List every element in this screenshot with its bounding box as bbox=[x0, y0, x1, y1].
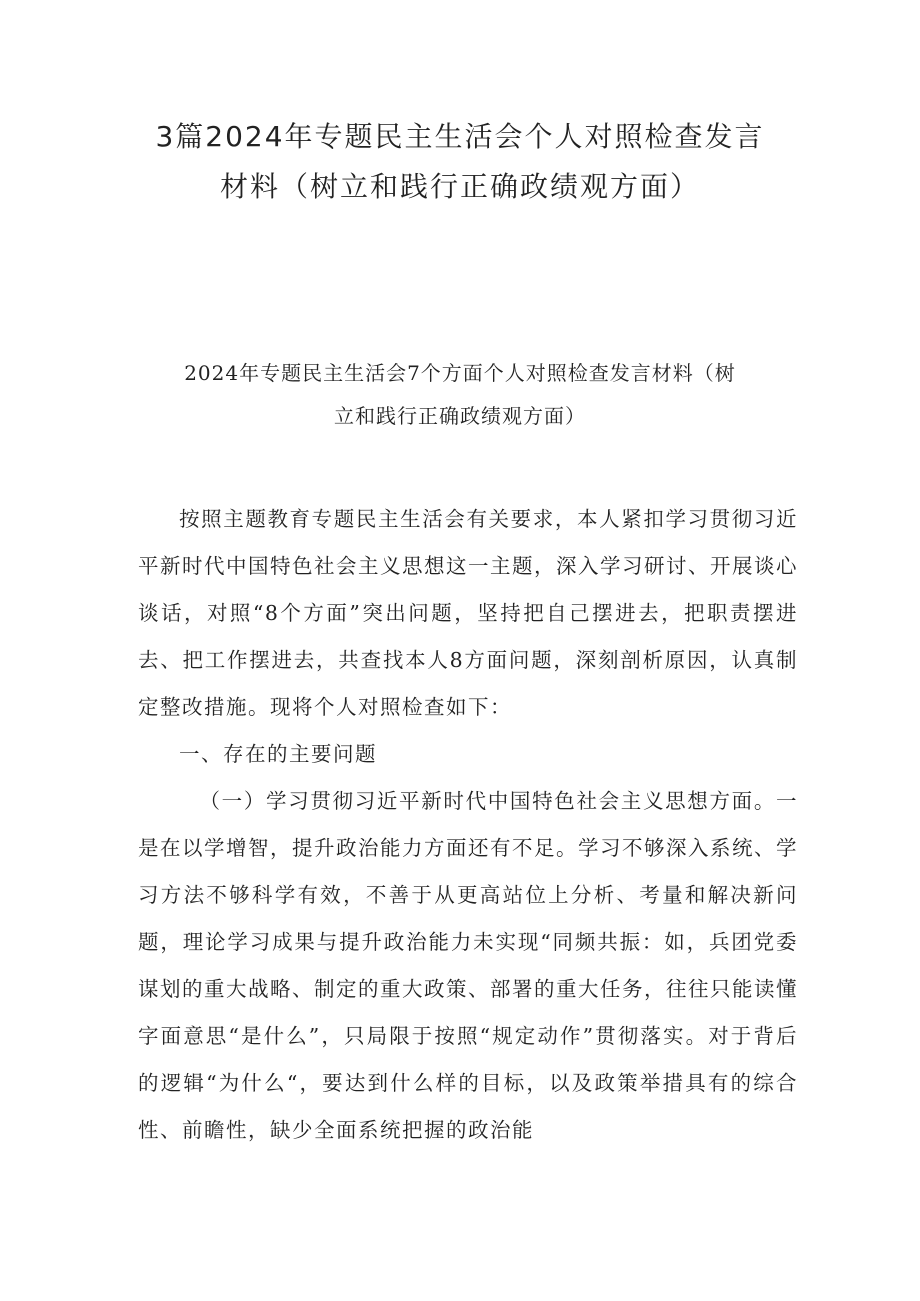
subtitle-line-2: 立和践行正确政绩观方面） bbox=[334, 404, 586, 428]
subtitle-line-1: 2024年专题民主生活会7个方面个人对照检查发言材料（树 bbox=[184, 361, 736, 385]
document-title bbox=[100, 112, 820, 212]
title-line-1: 3篇2024年专题民主生活会个人对照检查发言 bbox=[155, 120, 765, 153]
section-heading: 一、存在的主要问题 bbox=[179, 742, 377, 766]
document-body bbox=[138, 496, 798, 1154]
title-line-2: 材料（树立和践行正确政绩观方面） bbox=[219, 170, 700, 203]
intro-paragraph: 按照主题教育专题民主生活会有关要求，本人紧扣学习贯彻习近平新时代中国特色社会主义思想这一主题，深入学习研讨、开展谈心谈话，对照“8个方面”突出问题，坚持把自己摆进去，把职责摆进去、把工作摆进去，共查找本人8方面问题，深刻剖析原因，认真制定整改措施。现将个人对照检查如下： bbox=[138, 507, 798, 719]
problem-paragraph: （一）学习贯彻习近平新时代中国特色社会主义思想方面。一是在以学增智，提升政治能力方面还有不足。学习不够深入系统、学习方法不够科学有效，不善于从更高站位上分析、考量和解决新问题，理论学习成果与提升政治能力未实现“同频共振：如，兵团党委谋划的重大战略、制定的重大政策、部署的重大任务，往往只能读懂字面意思“是什么”，只局限于按照“规定动作”贯彻落实。对于背后的逻辑“为什么“，要达到什么样的目标，以及政策举措具有的综合性、前瞻性，缺少全面系统把握的政治能 bbox=[138, 789, 798, 1142]
document-subtitle bbox=[130, 352, 790, 438]
